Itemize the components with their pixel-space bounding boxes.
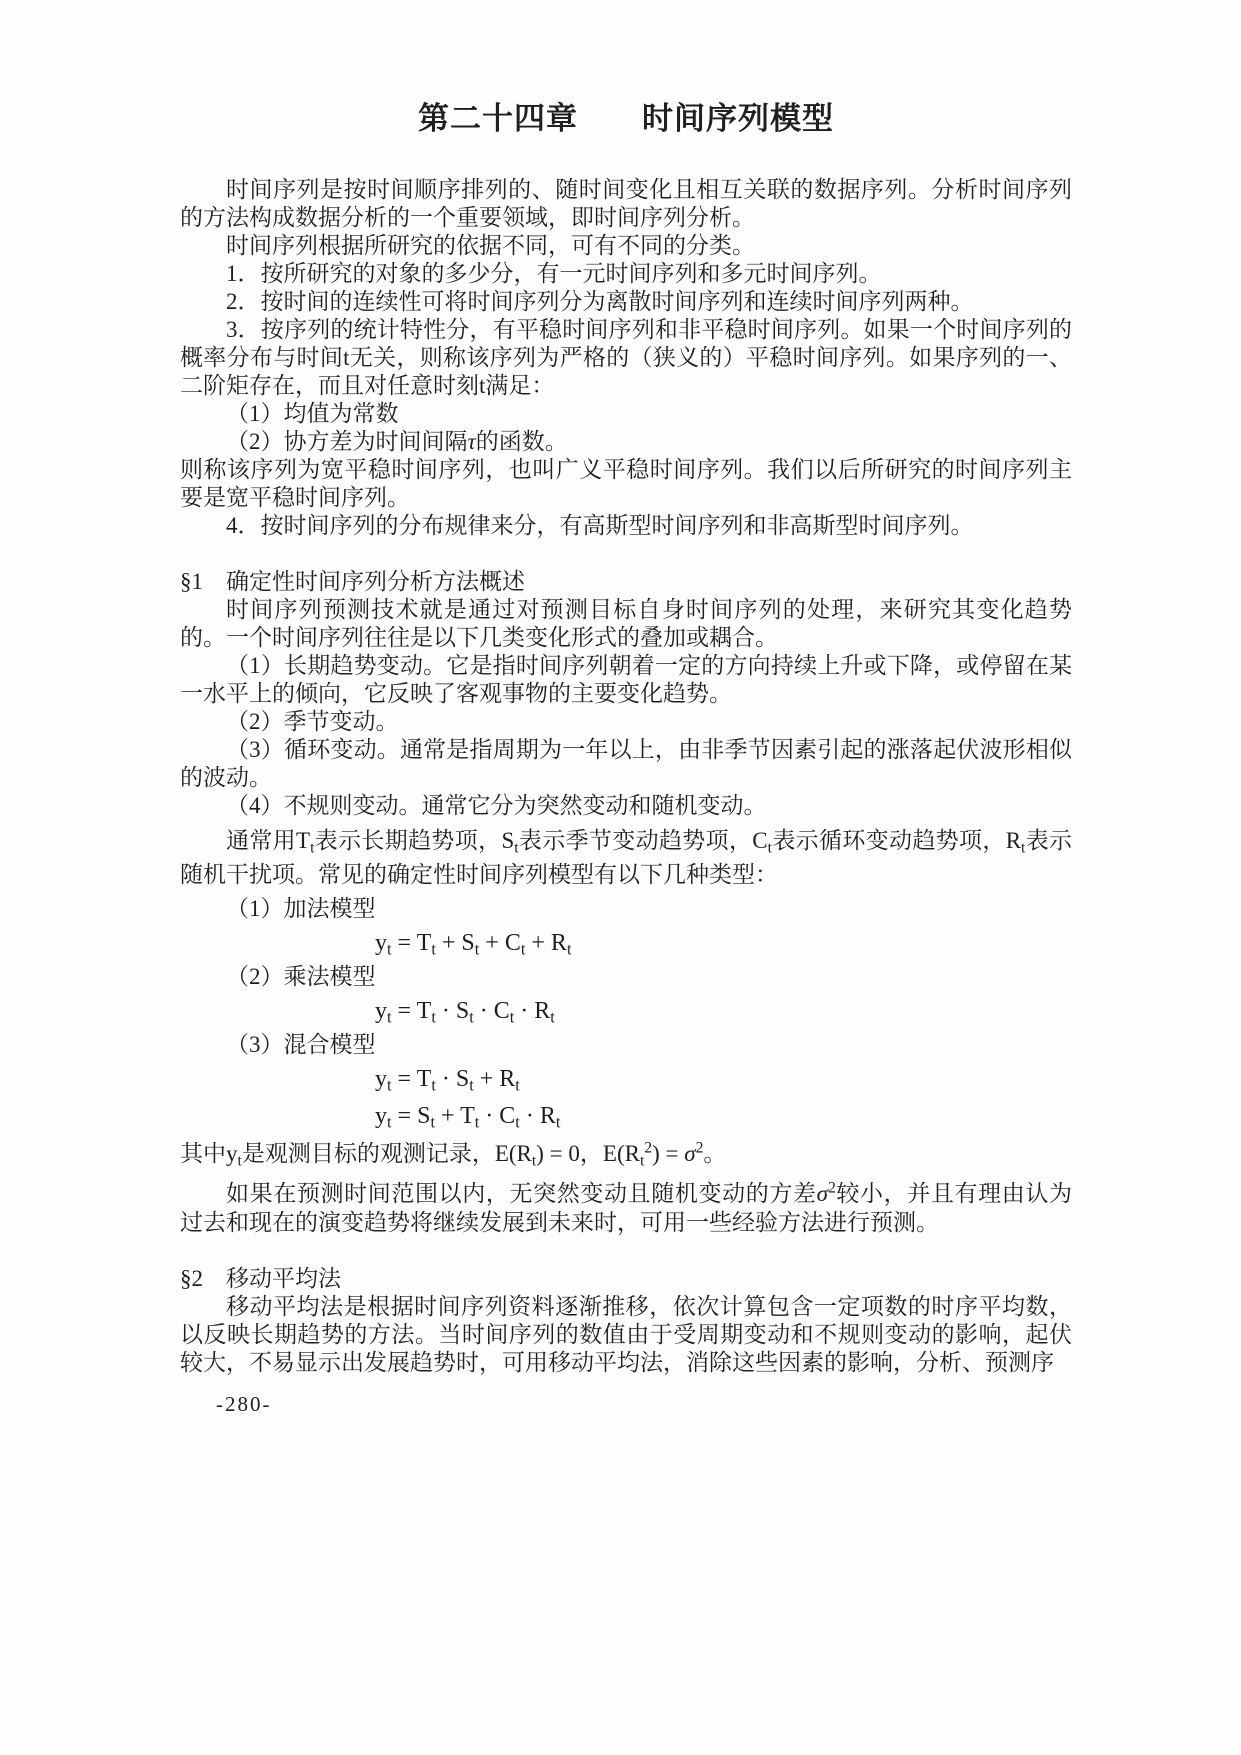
- equation-mixed-model-1: $y_t = T_t \cdot S_t + R_t$: [375, 1066, 520, 1095]
- model-3-label: （3）混合模型: [226, 1032, 376, 1057]
- page-content: [180, 98, 1072, 1377]
- section-1-paragraph-1: 时间序列预测技术就是通过对预测目标自身时间序列的处理，来研究其变化趋势的。一个时间序列往往是以下几类变化形式的叠加或耦合。: [180, 597, 1072, 650]
- terms-paragraph: 通常用$T_t$表示长期趋势项，$S_t$表示季节变动趋势项，$C_t$表示循环变动趋势项，$R_t$表示随机干扰项。常见的确定性时间序列模型有以下几种类型：: [180, 828, 1073, 887]
- classification-item-3: 3．按序列的统计特性分，有平稳时间序列和非平稳时间序列。如果一个时间序列的概率分布与时间t无关，则称该序列为严格的（狭义的）平稳时间序列。如果序列的一、二阶矩存在，而且对任意时刻t满足：: [180, 317, 1072, 398]
- forecast-paragraph: 如果在预测时间范围以内，无突然变动且随机变动的方差$\sigma^2$较小，并且有理由认为过去和现在的演变趋势将继续发展到未来时，可用一些经验方法进行预测。: [180, 1179, 1073, 1235]
- variation-item-1: （1）长期趋势变动。它是指时间序列朝着一定的方向持续上升或下降，或停留在某一水平上的倾向，它反映了客观事物的主要变化趋势。: [180, 653, 1072, 706]
- chapter-title: 第二十四章 时间序列模型: [418, 101, 834, 136]
- intro-paragraph-2: 时间序列根据所研究的依据不同，可有不同的分类。: [226, 233, 755, 258]
- section-1: [180, 568, 1072, 1237]
- section-1-heading: §1 确定性时间序列分析方法概述: [180, 569, 525, 594]
- variation-item-4: （4）不规则变动。通常它分为突然变动和随机变动。: [226, 793, 767, 818]
- condition-item-2: （2）协方差为时间间隔τ的函数。: [226, 429, 568, 454]
- model-1-label: （1）加法模型: [226, 896, 376, 921]
- classification-item-2: 2．按时间的连续性可将时间序列分为离散时间序列和连续时间序列两种。: [226, 289, 974, 314]
- condition-item-1: （1）均值为常数: [226, 401, 399, 426]
- equation-multiplicative-model: $y_t = T_t \cdot S_t \cdot C_t \cdot R_t$: [375, 998, 555, 1027]
- classification-item-1: 1．按所研究的对象的多少分，有一元时间序列和多元时间序列。: [226, 261, 882, 286]
- variation-item-3: （3）循环变动。通常是指周期为一年以上，由非季节因素引起的涨落起伏波形相似的波动。: [180, 737, 1072, 790]
- wide-stationary-paragraph: 则称该序列为宽平稳时间序列，也叫广义平稳时间序列。我们以后所研究的时间序列主要是宽平稳时间序列。: [180, 457, 1072, 510]
- classification-item-4: 4．按时间序列的分布规律来分，有高斯型时间序列和非高斯型时间序列。: [226, 513, 974, 538]
- page-number: -280-: [216, 1392, 272, 1416]
- section-2-heading: §2 移动平均法: [180, 1266, 341, 1291]
- model-2-label: （2）乘法模型: [226, 964, 376, 989]
- equation-additive-model: $y_t = T_t + S_t + C_t + R_t$: [375, 930, 572, 959]
- section-2-paragraph-1: 移动平均法是根据时间序列资料逐渐推移，依次计算包含一定项数的时序平均数，以反映长期趋势的方法。当时间序列的数值由于受周期变动和不规则变动的影响，起伏较大，不易显示出发展趋势时，可用移动平均法，消除这些因素的影响，分析、预测序: [180, 1294, 1072, 1375]
- section-2: [180, 1265, 1072, 1377]
- where-paragraph: 其中$y_t$是观测目标的观测记录，$E(R_t) = 0$，$E(R_t^2) = \sigma^2$。: [180, 1139, 727, 1170]
- intro-paragraph-1: 时间序列是按时间顺序排列的、随时间变化且相互关联的数据序列。分析时间序列的方法构成数据分析的一个重要领域，即时间序列分析。: [180, 177, 1072, 230]
- equation-mixed-model-2: $y_t = S_t + T_t \cdot C_t \cdot R_t$: [375, 1103, 561, 1132]
- variation-item-2: （2）季节变动。: [226, 709, 399, 734]
